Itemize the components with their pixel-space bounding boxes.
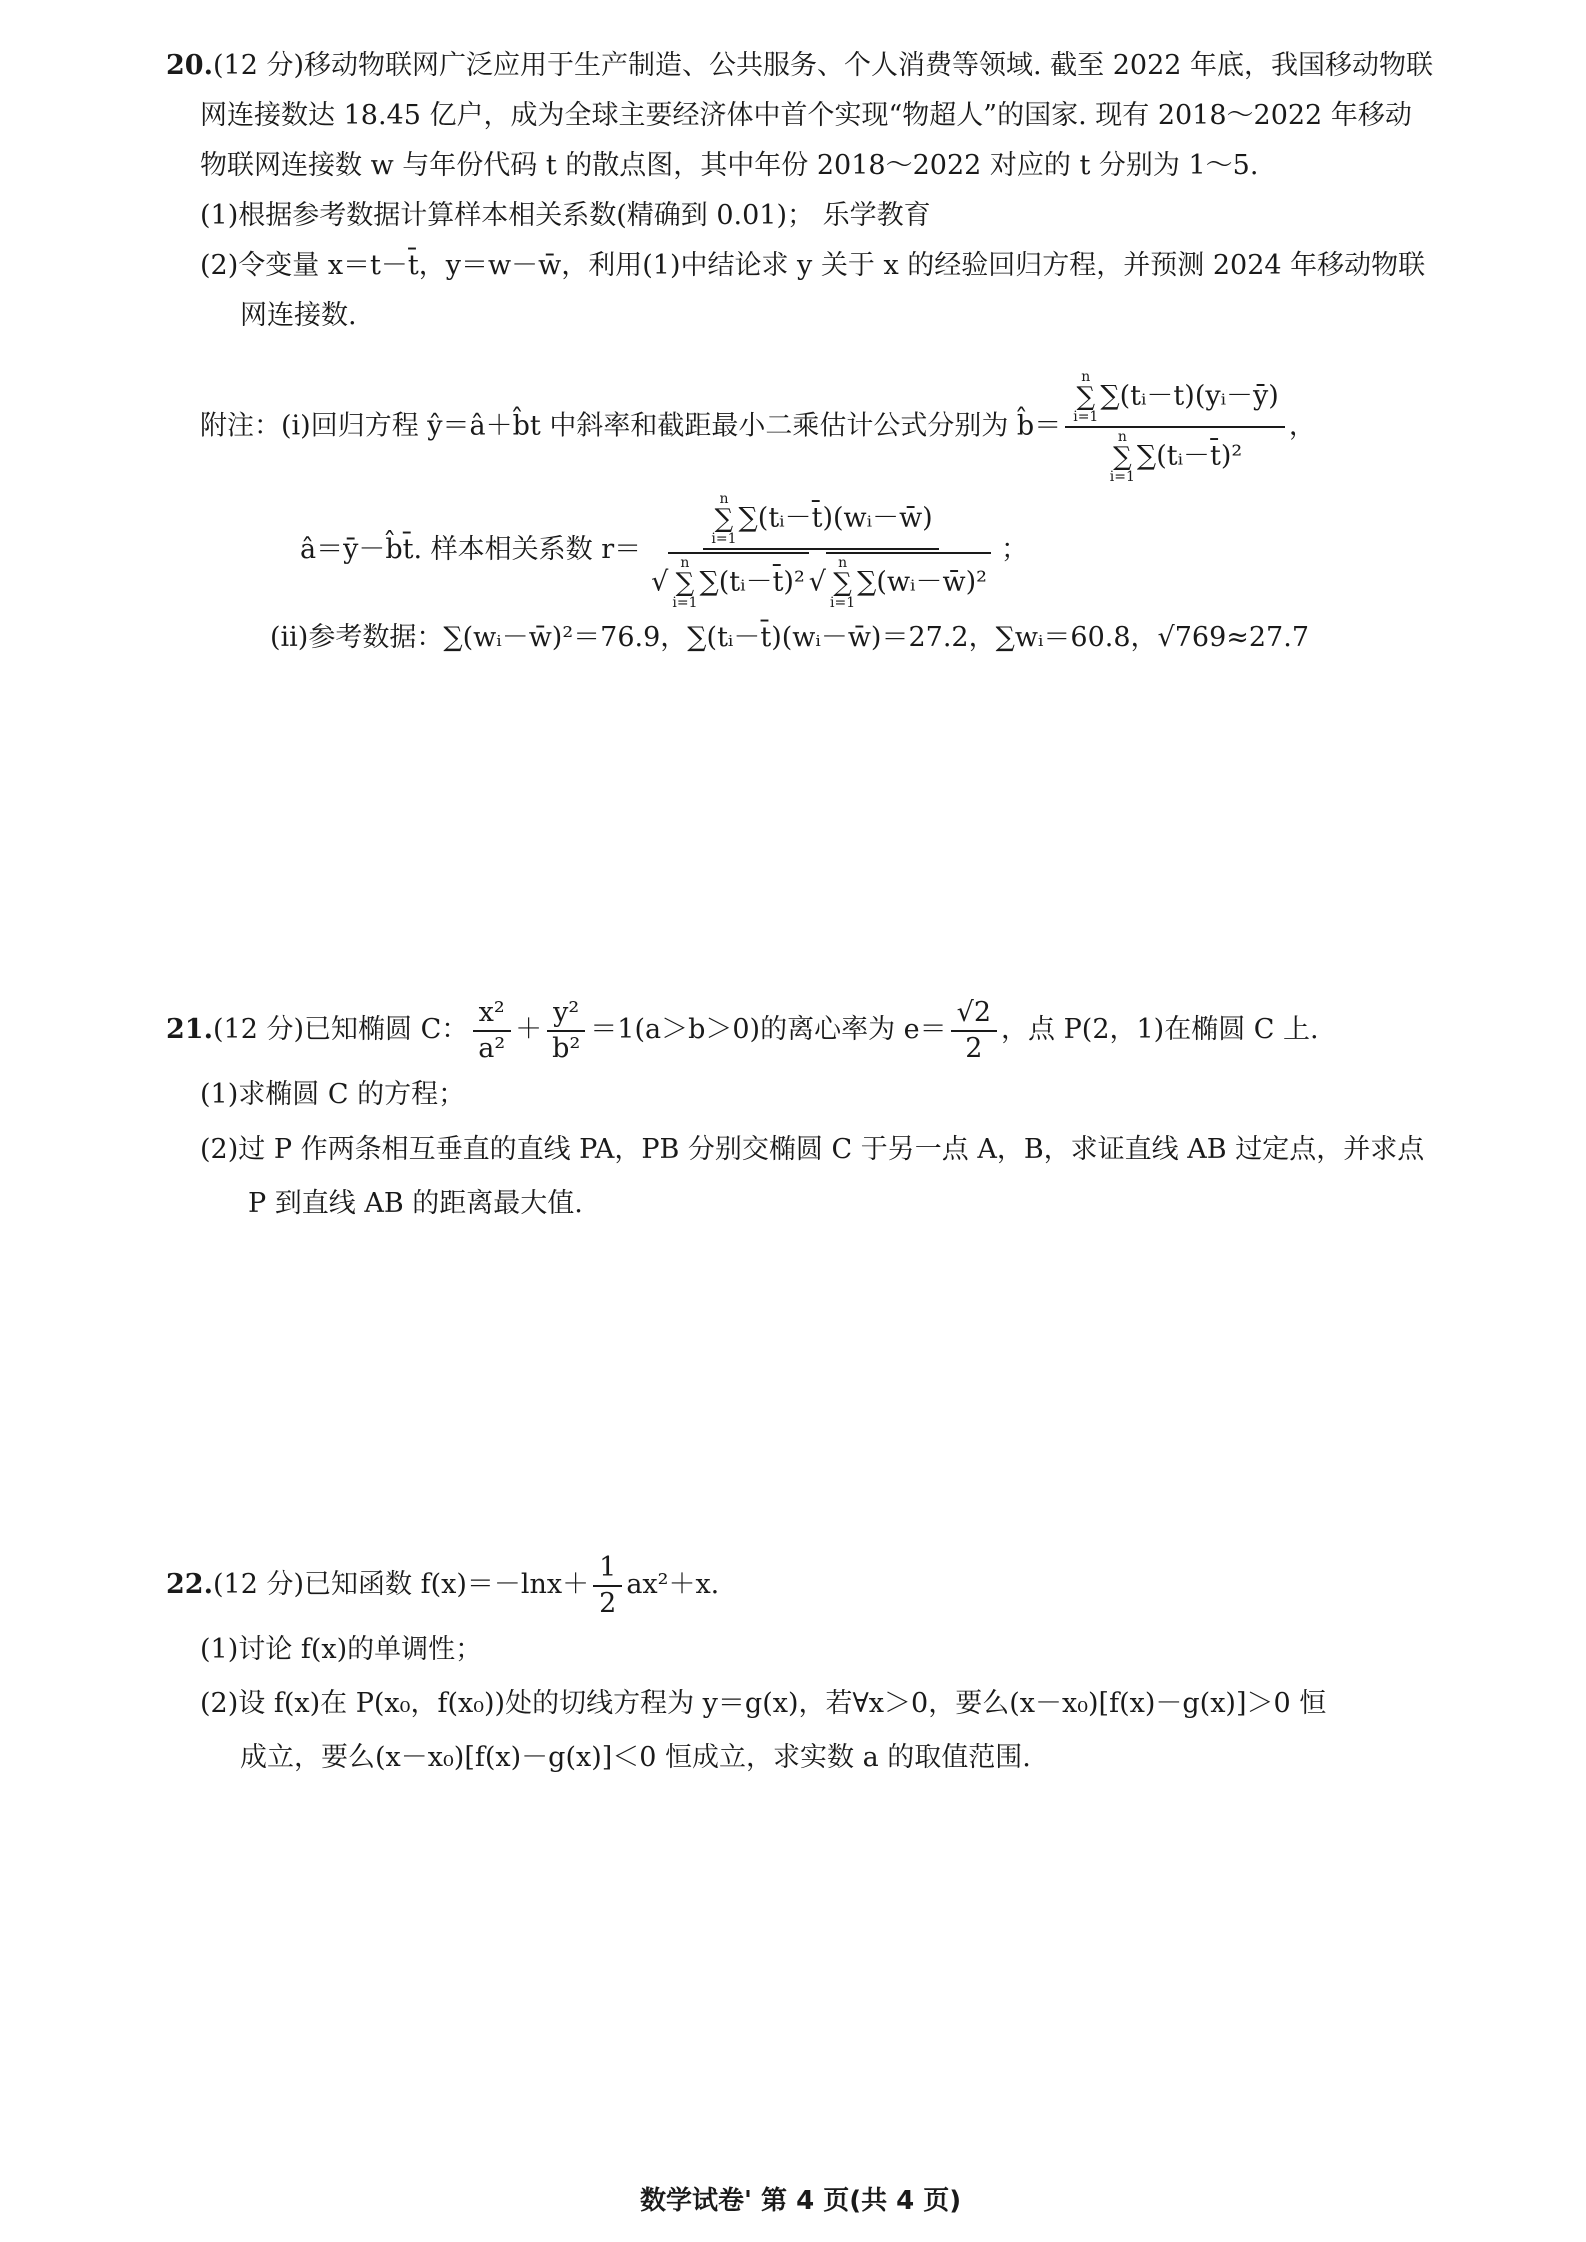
slope-denominator: n ∑ i=1 ∑(tᵢ－t̄)² — [1109, 429, 1243, 485]
plus-sign: ＋ — [515, 1014, 543, 1045]
watermark-text: 乐学教育 — [822, 200, 931, 231]
sum-symbol: n ∑ i=1 — [830, 554, 856, 611]
q21-part1: (1)求椭圆 C 的方程； — [200, 1079, 466, 1110]
q21-number: 21. — [166, 1014, 213, 1045]
q21-line1 — [166, 985, 1319, 1075]
eccentricity-value: $\frac{√2}{2}$ — [951, 998, 997, 1063]
q21-part2-line2: P 到直线 AB 的距离最大值. — [248, 1188, 583, 1219]
correlation-denominator: √ n ∑ i=1 ∑(tᵢ－t̄)² √ n ∑ i=1 ∑(wᵢ－w̄)² — [645, 550, 997, 610]
sum-symbol: n ∑ i=1 — [672, 554, 698, 611]
q20-part1-text: (1)根据参考数据计算样本相关系数(精确到 0.01)； — [200, 200, 815, 231]
q22-part1: (1)讨论 f(x)的单调性； — [200, 1634, 483, 1665]
q22-intro-a: (12 分)已知函数 f(x)＝－lnx＋ — [212, 1569, 590, 1600]
q22-line1 — [166, 1545, 719, 1625]
correlation-numerator: n ∑ i=1 ∑(tᵢ－t̄)(wᵢ－w̄) — [703, 492, 938, 550]
q22-number: 22. — [166, 1569, 213, 1600]
slope-formula — [1065, 370, 1285, 484]
q20-line3: 物联网连接数 w 与年份代码 t 的散点图，其中年份 2018～2022 对应的 t 分别为 1～5. — [200, 150, 1259, 181]
q20-line2: 网连接数达 18.45 亿户，成为全球主要经济体中首个实现“物超人”的国家. 现有 2018～2022 年移动 — [200, 100, 1412, 131]
q21-intro-b: ＝1(a＞b＞0)的离心率为 e＝ — [590, 1014, 947, 1045]
q20-part1 — [200, 198, 931, 234]
q20-intercept-and-r — [300, 490, 1028, 610]
q20-text-line1: (12 分)移动物联网广泛应用于生产制造、公共服务、个人消费等领域. 截至 2022 年底，我国移动物联 — [212, 50, 1434, 81]
note-intro: 附注：(i)回归方程 ŷ＝â＋b̂t 中斜率和截距最小二乘估计公式分别为 b̂＝ — [200, 410, 1062, 442]
q20-number: 20. — [166, 50, 213, 81]
q21-part2-line1: (2)过 P 作两条相互垂直的直线 PA，PB 分别交椭圆 C 于另一点 A，B，求证直线 AB 过定点，并求点 — [200, 1134, 1425, 1165]
q20-note-i — [200, 370, 1316, 484]
q21-intro-c: ，点 P(2，1)在椭圆 C 上. — [1001, 1014, 1319, 1045]
q21-intro-a: (12 分)已知椭圆 C： — [212, 1014, 469, 1045]
sum-symbol: n ∑ i=1 — [711, 490, 737, 547]
slope-numerator: n ∑ i=1 ∑(tᵢ－t)(yᵢ－ȳ) — [1065, 370, 1285, 428]
q22-intro-b: ax²＋x. — [626, 1569, 720, 1600]
sum-symbol: n ∑ i=1 — [1109, 429, 1135, 485]
q20-line1 — [166, 48, 1433, 84]
semicolon: ； — [1000, 534, 1028, 565]
comma: ， — [1288, 410, 1316, 442]
ellipse-x-term: $\frac{\text{x²}}{\text{a²}}$ — [472, 998, 511, 1063]
page-footer: 数学试卷' 第 4 页(共 4 页) — [640, 2186, 962, 2216]
q20-part2-line2: 网连接数. — [240, 300, 357, 331]
intercept-formula: â＝ȳ－b̂t̄. 样本相关系数 r＝ — [300, 534, 642, 565]
q22-part2-line1: (2)设 f(x)在 P(x₀，f(x₀))处的切线方程为 y＝g(x)，若∀x＞0，要么(x－x₀)[f(x)－g(x)]＞0 恒 — [200, 1688, 1327, 1719]
one-half-fraction: $\frac{1}{2}$ — [593, 1553, 622, 1618]
ellipse-y-term: $\frac{\text{y²}}{\text{b²}}$ — [546, 998, 586, 1063]
q20-part2-line1: (2)令变量 x＝t－t̄，y＝w－w̄，利用(1)中结论求 y 关于 x 的经验回归方程，并预测 2024 年移动物联 — [200, 250, 1426, 281]
q20-reference-data: (ii)参考数据：∑(wᵢ－w̄)²＝76.9，∑(tᵢ－t̄)(wᵢ－w̄)＝27.2，∑wᵢ＝60.8，√769≈27.7 — [270, 622, 1309, 653]
q22-part2-line2: 成立，要么(x－x₀)[f(x)－g(x)]＜0 恒成立，求实数 a 的取值范围. — [240, 1742, 1031, 1773]
correlation-formula — [645, 492, 997, 610]
sum-symbol: n ∑ i=1 — [1073, 369, 1099, 425]
